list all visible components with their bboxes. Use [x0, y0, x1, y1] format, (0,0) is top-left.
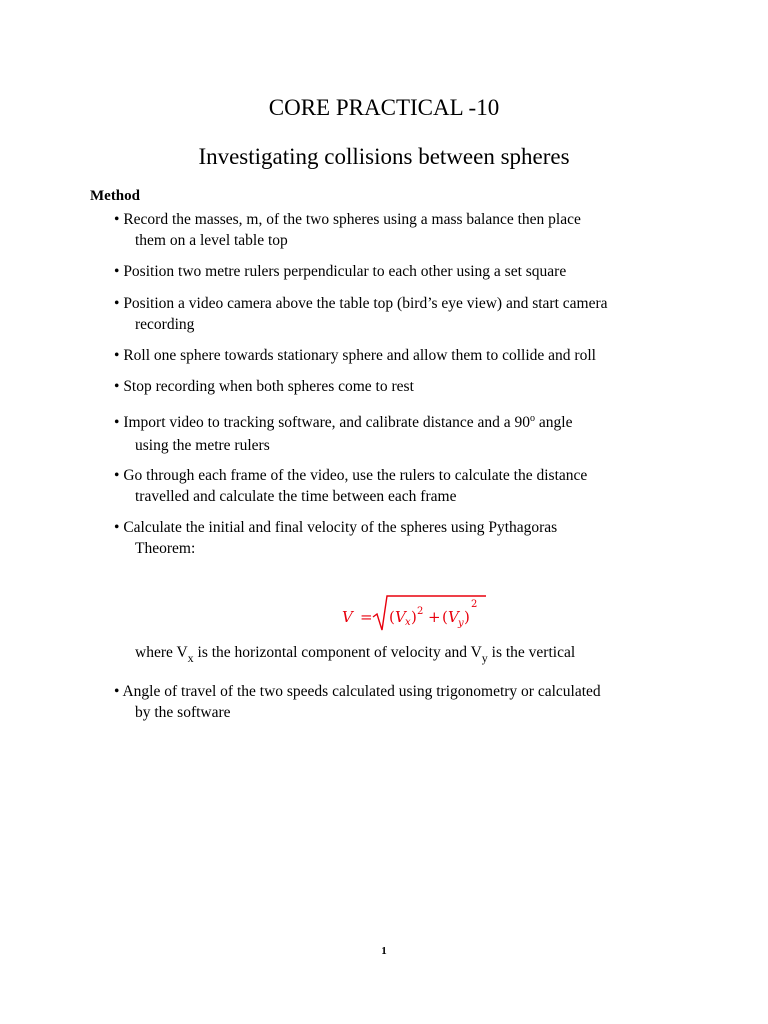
method-step	[114, 412, 573, 456]
step-text: Position a video camera above the table top (bird’s eye view) and start camera	[123, 295, 608, 312]
page-title: CORE PRACTICAL -10	[268, 95, 500, 120]
bullet: •	[114, 519, 120, 536]
velocity-formula	[340, 590, 490, 636]
bullet: •	[114, 347, 120, 364]
method-step	[114, 293, 608, 335]
method-step	[114, 465, 587, 507]
term1-sub: x	[405, 617, 411, 628]
step-text: Position two metre rulers perpendicular to each other using a set square	[123, 263, 567, 280]
term2-sub: y	[458, 618, 464, 629]
method-step	[114, 376, 414, 397]
step-text: Record the masses, m, of the two spheres using a mass balance then place	[123, 211, 581, 228]
formula-equals: =	[360, 608, 373, 626]
bullet: •	[114, 683, 120, 700]
where-explanation	[135, 644, 576, 665]
paren-open-1: (	[389, 608, 395, 626]
paren-open-2: (	[442, 608, 448, 626]
term1-var: V	[395, 608, 406, 626]
step-text-continued: using the metre rulers	[135, 437, 270, 454]
step-text: Calculate the initial and final velocity of the spheres using Pythagoras	[123, 519, 558, 536]
method-heading: Method	[90, 188, 140, 204]
step-text: Angle of travel of the two speeds calculated using trigonometry or calculated	[122, 683, 601, 700]
vx-subscript: x	[187, 651, 194, 665]
where-text: is the vertical	[487, 644, 576, 661]
page-subtitle: Investigating collisions between spheres	[198, 144, 570, 169]
page-number: 1	[381, 945, 387, 957]
term2-power: 2	[471, 599, 478, 610]
step-text-continued: by the software	[135, 704, 231, 721]
step-text: Import video to tracking software, and calibrate distance and a 90	[123, 414, 531, 431]
formula-plus: +	[428, 608, 441, 626]
paren-close-2: )	[464, 608, 470, 626]
step-text-continued: Theorem:	[135, 540, 196, 557]
step-text-end: angle	[535, 414, 573, 431]
method-step	[114, 209, 581, 251]
method-step	[114, 261, 566, 282]
bullet: •	[114, 378, 120, 395]
bullet: •	[114, 263, 120, 280]
formula-lhs: V	[342, 608, 353, 626]
paren-close-1: )	[411, 608, 417, 626]
step-text: Roll one sphere towards stationary sphere and allow them to collide and roll	[123, 347, 596, 364]
method-step	[114, 517, 557, 559]
term1-power: 2	[417, 606, 424, 617]
step-text-continued: recording	[135, 316, 195, 333]
bullet: •	[114, 211, 120, 228]
step-text: Stop recording when both spheres come to rest	[123, 378, 414, 395]
where-text: is the horizontal component of velocity and V	[193, 644, 482, 661]
bullet: •	[114, 414, 120, 431]
method-step	[114, 681, 601, 723]
bullet: •	[114, 295, 120, 312]
degree-superscript: o	[530, 413, 536, 424]
step-text: Go through each frame of the video, use the rulers to calculate the distance	[123, 467, 588, 484]
term2-var: V	[448, 608, 459, 626]
method-step	[114, 345, 596, 366]
vy-subscript: y	[481, 651, 488, 665]
step-text-continued: them on a level table top	[135, 232, 288, 249]
step-text-continued: travelled and calculate the time between each frame	[135, 488, 457, 505]
bullet: •	[114, 467, 120, 484]
where-text: where V	[135, 644, 188, 661]
